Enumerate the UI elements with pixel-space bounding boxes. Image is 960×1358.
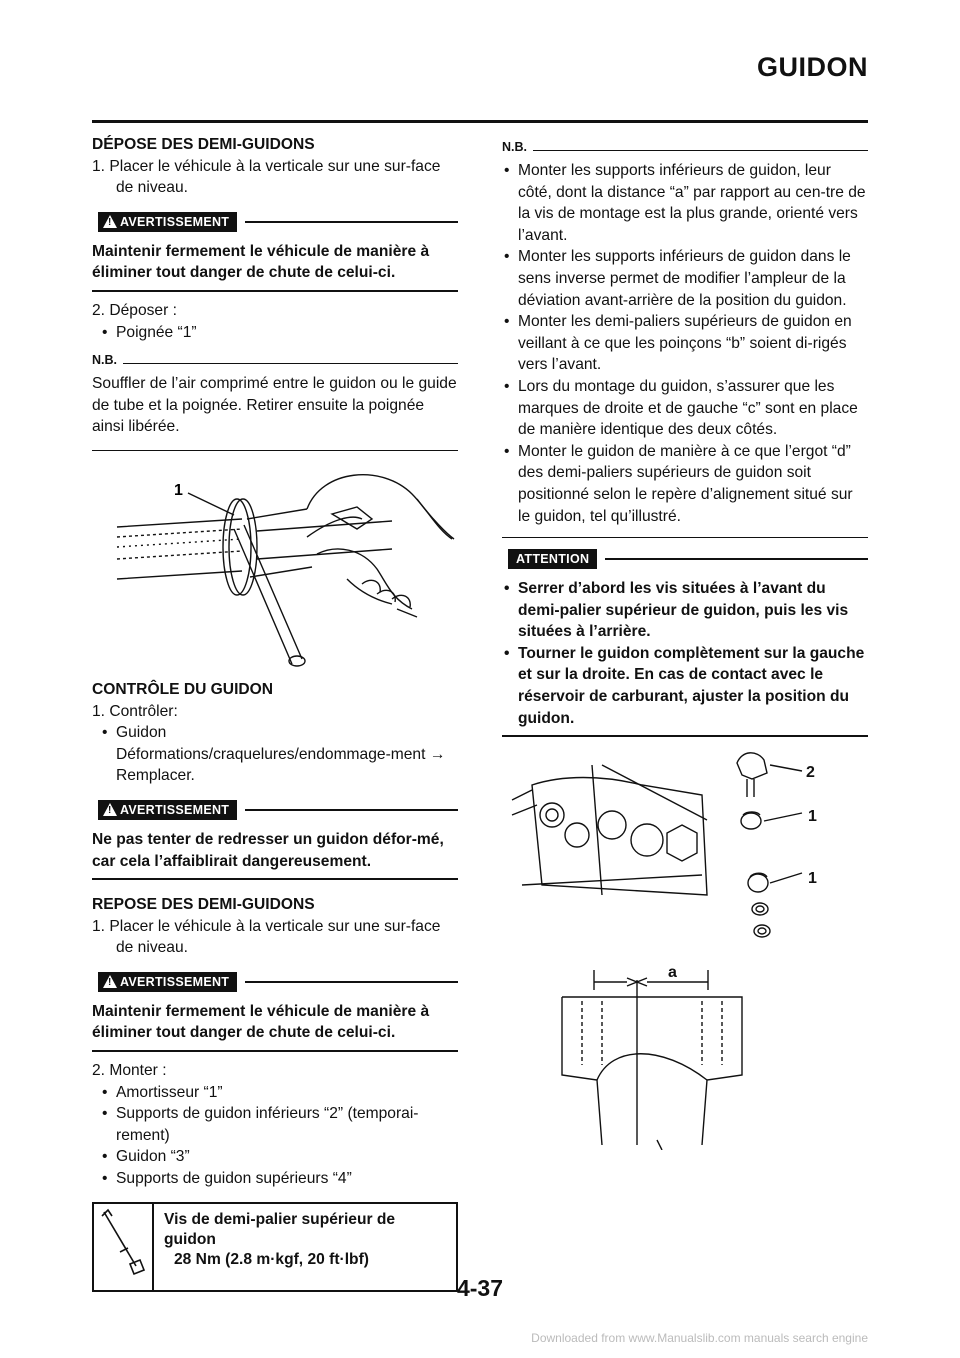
section-title-removal: DÉPOSE DES DEMI-GUIDONS (92, 136, 315, 153)
warning-icon (103, 975, 117, 988)
inspection-detail: Déformations/craquelures/endommage-ment → Remplacer. (116, 745, 446, 785)
inspection-step-1: 1. Contrôler: (92, 702, 178, 720)
attention-badge: ATTENTION (508, 549, 597, 569)
warning-header (92, 971, 458, 993)
nb-item: • Monter les supports inférieurs de guidon, leur côté, dont la distance “a” par rapport au cen-tre de la vis de montage est la plus grande, orienté vers l’avant. (502, 160, 868, 246)
handlebar-holder-figure (502, 745, 868, 1150)
installation-item: • Supports de guidon inférieurs “2” (temporai-rement) (92, 1103, 458, 1146)
warning-text: Maintenir fermement le véhicule de manière à éliminer tout danger de chute de celui-ci. (92, 1002, 430, 1042)
section-title-inspection: CONTRÔLE DU GUIDON (92, 680, 274, 698)
warning-text: Ne pas tenter de redresser un guidon défor-mé, car cela l’affaiblirait dangereusement. (92, 830, 444, 870)
footer-watermark: Downloaded from www.Manualslib.com manuals search engine (531, 1331, 868, 1345)
installation-item: • Amortisseur “1” (92, 1082, 458, 1104)
attention-item: • Serrer d’abord les vis situées à l’avant du demi-palier supérieur de guidon, puis les vis situées à l’arrière. (502, 578, 868, 643)
warning-icon (103, 803, 117, 816)
left-column (92, 134, 458, 1292)
attention-header (502, 548, 868, 570)
torque-value: 28 Nm (2.8 m·kgf, 20 ft·lbf) (174, 1250, 369, 1268)
warning-badge: ! AVERTISSEMENT (98, 212, 237, 232)
installation-step-2: 2. Monter : (92, 1062, 167, 1080)
warning-icon (103, 215, 117, 228)
torque-title: Vis de demi-palier supérieur de guidon (164, 1210, 396, 1248)
warning-badge: ! AVERTISSEMENT (98, 800, 237, 820)
nb-header: N.B. (92, 353, 458, 367)
nb-header: N.B. (502, 140, 868, 154)
installation-item: • Guidon “3” (92, 1146, 458, 1168)
figure-label-1: 1 (808, 870, 817, 888)
installation-step-1: 1. Placer le véhicule à la verticale sur une sur-face de niveau. (92, 917, 441, 957)
removal-item: • Poignée “1” (92, 322, 458, 344)
installation-item: • Supports de guidon supérieurs “4” (92, 1168, 458, 1190)
figure-label-2: 2 (806, 764, 815, 782)
grip-removal-figure (92, 459, 458, 669)
header-rule (92, 120, 868, 123)
attention-item: • Tourner le guidon complètement sur la gauche et sur la droite. En cas de contact avec le réservoir de carburant, ajuster la position du guidon. (502, 643, 868, 729)
nb-item: • Monter le guidon de manière à ce que l’ergot “d” des demi-paliers supérieurs de guidon soit positionné selon le repère d’alignement situé sur le guidon, tel qu’illustré. (502, 441, 868, 527)
nb-item: • Lors du montage du guidon, s’assurer que les marques de droite et de gauche “c” sont en place de manière identique des deux côtés. (502, 376, 868, 441)
removal-step-2: 2. Déposer : (92, 301, 177, 319)
page-title: GUIDON (757, 52, 868, 82)
section-title-installation: REPOSE DES DEMI-GUIDONS (92, 896, 315, 914)
inspection-item: • Guidon (92, 722, 458, 744)
figure-label-1: 1 (174, 481, 183, 499)
removal-step-1: 1. Placer le véhicule à la verticale sur une sur-face de niveau. (92, 157, 441, 197)
warning-header (92, 211, 458, 233)
page-number: 4-37 (456, 1275, 504, 1301)
nb-item: • Monter les demi-paliers supérieurs de guidon en veillant à ce que les poinçons “b” soient di-rigés vers l’avant. (502, 311, 868, 376)
right-column (502, 140, 868, 1150)
figure-label-1: 1 (808, 808, 817, 826)
warning-header (92, 799, 458, 821)
warning-text: Maintenir fermement le véhicule de manière à éliminer tout danger de chute de celui-ci. (92, 242, 430, 282)
nb-text: Souffler de l’air comprimé entre le guidon ou le guide de tube et la poignée. Retirer ensuite la poignée ainsi libérée. (92, 375, 457, 436)
nb-item: • Monter les supports inférieurs de guidon dans le sens inverse permet de modifier l’ampleur de la déviation avant-arrière de la position du guidon. (502, 246, 868, 311)
figure-label-a: a (668, 964, 677, 982)
warning-badge: ! AVERTISSEMENT (98, 972, 237, 992)
